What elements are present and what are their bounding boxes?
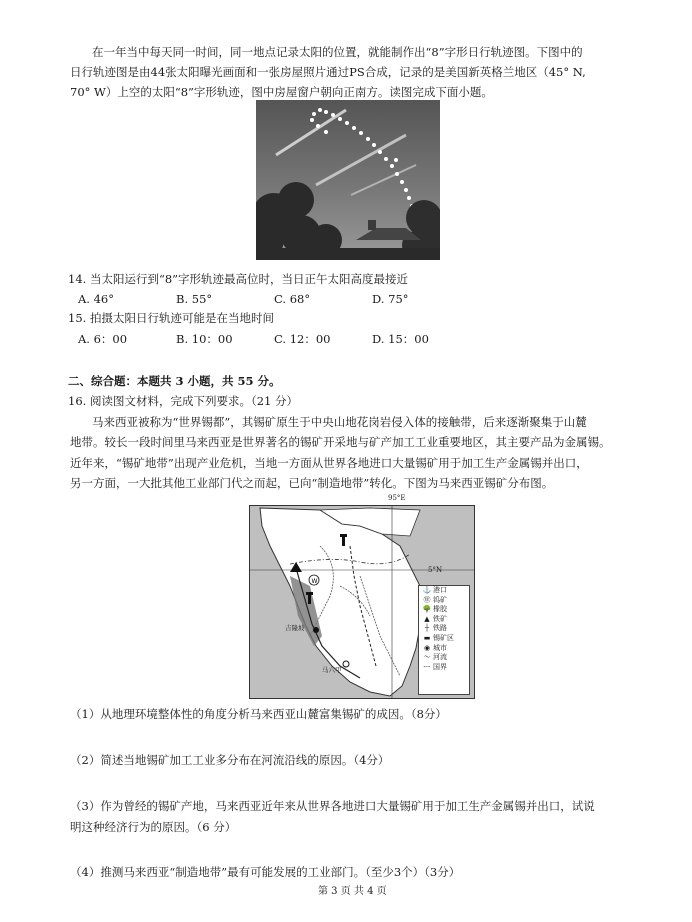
section-heading: 二、综合题：本题共 3 小题，共 55 分。: [68, 374, 281, 388]
analemma-photo: [256, 100, 440, 260]
q15-option-b: B. 10：00: [176, 332, 233, 346]
question-3-line-1: （3）作为曾经的锡矿产地，马来西亚近年来从世界各地进口大量锡矿用于加工生产金属锡并出口，试说: [70, 799, 595, 813]
q14-stem: 14. 当太阳运行到“8”字形轨迹最高位时，当日正午太阳高度最接近: [68, 272, 409, 286]
q15-option-c: C. 12：00: [274, 332, 331, 346]
map-longitude-label: 95°E: [388, 494, 406, 502]
q14-option-a: A. 46°: [78, 292, 114, 306]
map-city-kualalumpur: 吉隆坡: [285, 624, 305, 632]
material-line-2: 地带。较长一段时间里马来西亚是世界著名的锡矿开采地与矿产加工工业重要地区，其主要产品为金属锡。: [70, 435, 611, 449]
question-4: （4）推测马来西亚“制造地带”最有可能发展的工业部门。（至少3个）（3分）: [70, 865, 461, 879]
railway-icon: ┼: [424, 624, 430, 633]
q16-stem: 16. 阅读图文材料，完成下列要求。（21 分）: [68, 394, 298, 408]
map-legend: [418, 585, 470, 695]
city-icon: ◉: [423, 643, 431, 652]
rubber-tree-icon: 🌳: [422, 605, 432, 614]
question-3-line-2: 明这种经济行为的原因。（6 分）: [70, 820, 237, 834]
intro-line-2: 日行轨迹图是由44张太阳曝光画面和一张房屋照片通过PS合成，记录的是美国新英格兰地区（45° N,: [70, 65, 586, 79]
page-footer: 第 3 页 共 4 页: [318, 886, 387, 897]
legend-item-port: ⚓ 港口: [422, 586, 447, 594]
legend-item-rubber: 🌳 橡胶: [422, 605, 447, 614]
question-1: （1）从地理环境整体性的角度分析马来西亚山麓富集锡矿的成因。（8分）: [70, 707, 447, 721]
legend-item-iron: ▲ 铁矿: [419, 615, 469, 625]
question-2: （2）简述当地锡矿加工工业多分布在河流沿线的原因。（4分）: [70, 753, 390, 767]
material-line-1: 马来西亚被称为“世界锡都”，其锡矿原生于中央山地花岗岩侵入体的接触带，后来逐渐聚集于山麓: [92, 415, 587, 429]
legend-item-tin-zone: ▬ 锡矿区: [419, 634, 469, 644]
q15-option-a: A. 6：00: [78, 332, 128, 346]
legend-item-railway: ┼ 铁路: [419, 624, 469, 634]
river-icon: 〜: [423, 653, 431, 662]
iron-mine-icon: ▲: [424, 614, 430, 623]
legend-item-river: 〜 河流: [419, 653, 469, 663]
material-line-3: 近年来，“锡矿地带”出现产业危机，当地一方面从世界各地进口大量锡矿用于加工生产金属锡并出口，: [70, 456, 588, 470]
map-city-malacca: 马六甲: [322, 666, 342, 674]
q15-option-d: D. 15：00: [372, 332, 429, 346]
material-line-4: 另一方面，一大批其他工业部门代之而起，已向“制造地带”转化。下图为马来西亚锡矿分布图。: [70, 476, 554, 490]
q14-option-b: B. 55°: [176, 292, 213, 306]
legend-item-border: -·- 国界: [419, 663, 469, 673]
border-icon: -·-: [423, 662, 431, 671]
intro-line-3: 70° W）上空的太阳“8”字形轨迹，图中房屋窗户朝向正南方。读图完成下面小题。: [70, 85, 493, 99]
map-latitude-label: 5°N: [428, 566, 443, 574]
q14-option-d: D. 75°: [372, 292, 409, 306]
svg-text:W: W: [311, 578, 318, 585]
tungsten-icon: Ⓦ: [423, 595, 431, 604]
q14-option-c: C. 68°: [274, 292, 311, 306]
legend-item-city: ◉ 城市: [419, 644, 469, 654]
tin-zone-icon: ▬: [423, 633, 431, 642]
q15-stem: 15. 拍摄太阳日行轨迹可能是在当地时间: [68, 311, 274, 325]
intro-line-1: 在一年当中每天同一时间，同一地点记录太阳的位置，就能制作出“8”字形日行轨迹图。下图中的: [92, 45, 583, 59]
legend-item-tungsten: Ⓦ 钨矿: [419, 596, 469, 606]
anchor-icon: ⚓: [422, 586, 432, 594]
